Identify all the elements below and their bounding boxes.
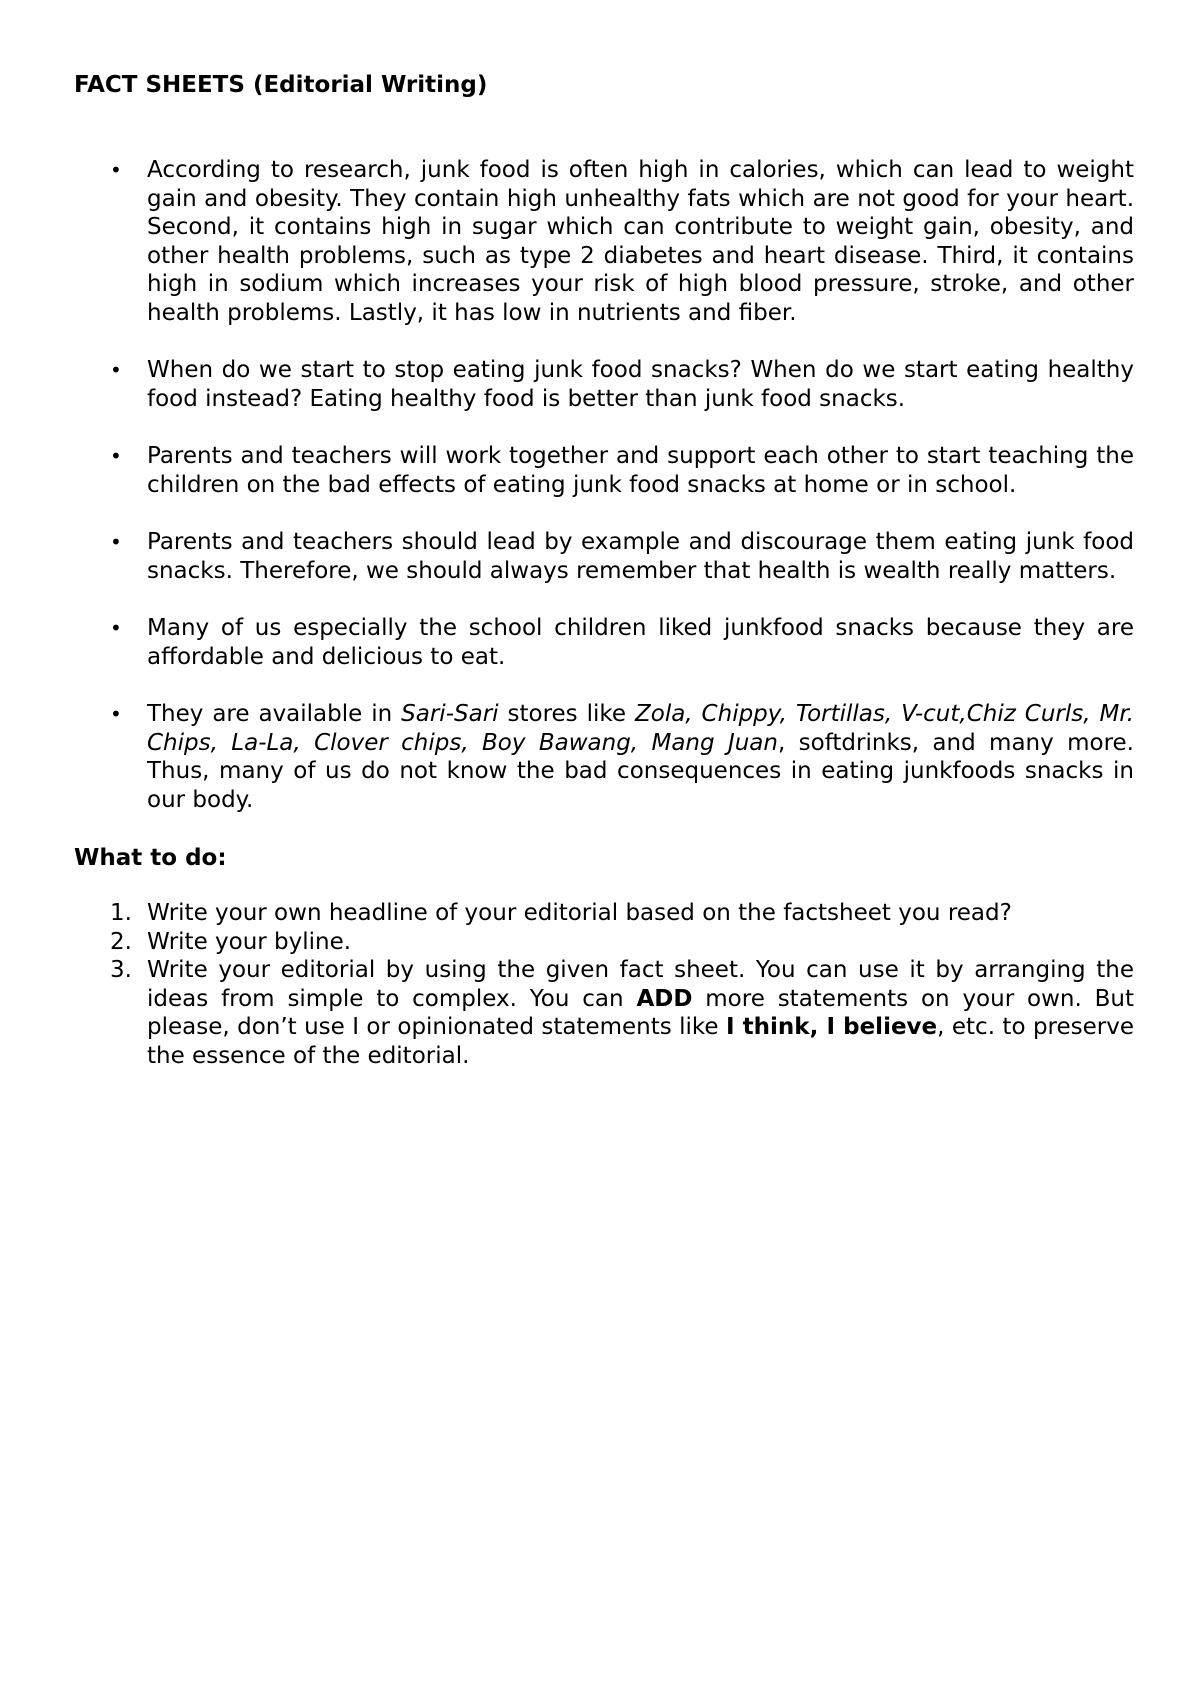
fact-text — [147, 701, 1134, 813]
fact-text-part: stores like — [498, 701, 635, 727]
add-bold: ADD — [636, 985, 693, 1012]
fact-list — [74, 156, 1134, 814]
what-to-do-heading: What to do: — [74, 845, 227, 871]
instruction-list — [74, 899, 1134, 1070]
step-number: 2. — [110, 928, 132, 955]
fact-text: When do we start to stop eating junk food snacks? When do we start eating healthy food instead? Eating healthy food is better than junk food snacks. — [147, 357, 1134, 412]
fact-text-part: , softdrinks, and many more. Thus, many of us do not know the bad consequences in eating junkfoods snacks in our body. — [147, 729, 1134, 813]
store-type-italic: Sari-Sari — [401, 701, 499, 727]
step-text-part: Write your editorial by using the given fact sheet. You can use it by arranging the ideas from simple to complex. You can — [147, 957, 1134, 1012]
fact-item — [74, 614, 1134, 671]
bullet-icon: • — [110, 616, 122, 640]
bullet-icon: • — [110, 358, 122, 382]
step-number: 1. — [110, 900, 132, 926]
step-text: Write your byline. — [147, 928, 352, 955]
fact-text: According to research, junk food is often high in calories, which can lead to weight gain and obesity. They contain high unhealthy fats which are not good for your heart. Second, it contains high in sugar which can contribute to weight gain, obesity, and other health problems, such as type 2 diabetes and heart disease. Third, it contains high in sodium which increases your risk of high blood pressure, stroke, and other health problems. Lastly, it has low in nutrients and fiber. — [147, 157, 1134, 326]
fact-item — [74, 442, 1134, 499]
step-text — [147, 957, 1134, 1069]
instruction-item — [74, 956, 1134, 1070]
step-number: 3. — [110, 957, 132, 983]
instruction-item — [74, 899, 1134, 928]
fact-item — [74, 700, 1134, 814]
opinion-phrases-bold: I think, I believe — [726, 1014, 938, 1040]
step-text-part: , etc. to preserve the essence of the editorial. — [147, 1014, 1134, 1069]
document-page — [74, 70, 1134, 1070]
fact-item — [74, 528, 1134, 585]
fact-item — [74, 356, 1134, 413]
snack-brands-italic: Zola, Chippy, Tortillas, V-cut,Chiz Curls, Mr. Chips, La-La, Clover chips, Boy Bawang, Mang Juan — [147, 701, 1134, 756]
step-text-part: more statements on your own. But please, don’t use I or opinionated statements like — [147, 985, 1134, 1040]
fact-text-part: They are available in — [147, 701, 402, 727]
fact-text: Parents and teachers will work together and support each other to start teaching the children on the bad effects of eating junk food snacks at home or in school. — [147, 443, 1134, 498]
fact-text: Parents and teachers should lead by example and discourage them eating junk food snacks. Therefore, we should always remember that health is wealth really matters. — [147, 529, 1134, 584]
document-title: FACT SHEETS (Editorial Writing) — [74, 72, 488, 98]
bullet-icon: • — [110, 702, 122, 726]
bullet-icon: • — [110, 444, 122, 468]
step-text: Write your own headline of your editorial based on the factsheet you read? — [147, 900, 1012, 926]
bullet-icon: • — [110, 530, 122, 554]
instruction-item — [74, 928, 1134, 957]
fact-item — [74, 156, 1134, 327]
bullet-icon: • — [110, 158, 122, 182]
fact-text: Many of us especially the school children liked junkfood snacks because they are affordable and delicious to eat. — [147, 615, 1134, 670]
